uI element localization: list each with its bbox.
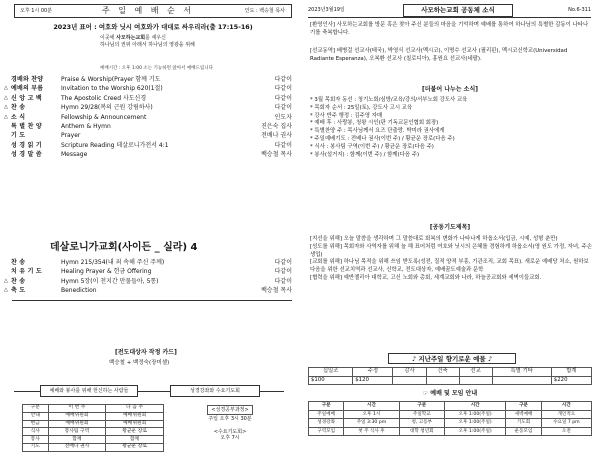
table-cell: 함께 [48, 436, 106, 444]
offering-value: $100 [309, 376, 353, 385]
table-cell: 안내 [23, 412, 49, 420]
meeting-col-header: 시간 [444, 402, 505, 411]
table-row [23, 436, 164, 444]
offering-label: 합계 [551, 368, 591, 377]
table-cell: 개인적으 [541, 410, 591, 419]
order-item-leader: 다같이 [274, 94, 292, 102]
divider [12, 300, 292, 301]
standing-mark: △ [4, 94, 8, 101]
table-cell: 예배위원회 [48, 420, 106, 428]
mission-text: [선교동역] 배병걸 선교사(태국), 박영식 선교사(멕시코), 이명수 선교사 (필리핀), 멕시코신학교(Universidad Radiante Esperanza), 오복환 선교사 (칠로디아), 홍원요 선교사(네팔). [310, 48, 568, 62]
bulletin-number: No.6-311 [568, 7, 591, 14]
table-row [309, 427, 592, 436]
order-row [4, 151, 294, 160]
order-item-name: 기 도 [11, 132, 26, 140]
table-cell: 헌금 [23, 420, 49, 428]
order-item-content: Anthem & Hymn [61, 122, 111, 130]
news-item: * 특별찬양 주 : 목사님께서 요즈 단출랑. 박미라 권사에게 [310, 128, 445, 135]
order-item-content: Scripture Reading 데살로니가전서 4:1 [61, 141, 169, 149]
staff-table [22, 404, 164, 452]
worship-order-list-2 [4, 259, 294, 297]
table-cell: 식사 [23, 428, 49, 436]
table-cell: 청, 고등부 [399, 419, 444, 428]
table-row [23, 428, 164, 436]
offering-value: $220 [551, 376, 591, 385]
order-row [4, 278, 294, 287]
prayer-list [310, 236, 592, 283]
table-cell: 예배위원회 [106, 420, 164, 428]
table-cell: 첫 주 식사 후 [344, 427, 399, 436]
offering-value [459, 376, 492, 385]
order-item-content: The Apostolic Creed 사도신경 [61, 94, 147, 102]
order-item-name: 예배의 부름 [11, 85, 44, 93]
right-page [300, 0, 600, 464]
year-theme: 2023년 표어 : 여호와 닛시 여호와가 대대로 싸우리라(출 17:15-16) [53, 23, 253, 31]
intro-line-2: 하나님의 권위 아래서 하나님의 영광을 위해 [100, 41, 195, 48]
study-info [180, 405, 280, 441]
study-group-box: 성경강좌와 수요기도회 [170, 385, 260, 397]
meeting-col-header: 구분 [399, 402, 444, 411]
worship-notice: 예배시간 : 오후 1:00 소는 기능하면 앉아서 예배드립니다 [100, 66, 213, 71]
offering-label: 특별 기타 [492, 368, 551, 377]
order-row [4, 85, 294, 94]
standing-mark: △ [4, 113, 8, 120]
order-item-content: Message [61, 151, 88, 159]
offering-title: ♪ 지난주일 향기로운 예물 ♪ [388, 353, 516, 364]
table-cell: 기도회 [506, 419, 541, 428]
worship-order-list [4, 76, 294, 161]
table-row [309, 410, 592, 419]
order-row [4, 95, 294, 104]
table-cell: 주일 3:30 pm [344, 419, 399, 428]
order-item-name: 찬 송 [11, 259, 26, 266]
order-item-leader: 진은숙 집사 [261, 122, 292, 130]
sermon-title: 데살로니가교회(사이든 _ 실라) 4 [50, 242, 198, 253]
table-cell: 오후 1:00(주일) [444, 419, 505, 428]
table-cell: 기도 [23, 443, 49, 451]
table-cell: 주일학교 [399, 410, 444, 419]
order-item-content: Hymn 5장(이 천지간 만물들아, 5통) [61, 277, 159, 285]
welcome-section [310, 22, 590, 37]
order-item-name: 성 경 읽 기 [11, 141, 42, 149]
wednesday-prayer-label: <수요기도회> [213, 428, 247, 435]
table-row [23, 443, 164, 451]
order-item-leader: 다같이 [274, 104, 292, 112]
service-time: 오후 1시 00분 [20, 7, 53, 14]
order-item-name: 경배와 찬양 [11, 76, 44, 83]
table-row [309, 419, 592, 428]
order-row [4, 268, 294, 277]
table-cell: 수요일 7 pm [541, 419, 591, 428]
news-item: * 3월 목회자 동선 : 청기노회/심방/교육/강의/서부노회 강도사 교육 [310, 97, 468, 103]
wednesday-prayer-time: 오후 7시 [220, 434, 240, 441]
news-header [308, 4, 591, 18]
bible-study-time: 주일 오후 3시 30분 [208, 416, 252, 423]
table-row [23, 420, 164, 428]
table-cell: 함께 [106, 436, 164, 444]
prayer-item: [교회를 위해] 하나님 목적을 위해 쓰임 받도록(성전, 질적 양적 부흥, 기관조직, 교회 목표). 새로운 예배당 처소, 원하보 다음을 위한 선교치역과 선교사, 신학교, 전도대상자, 예배꿈도예술과 문학 [310, 259, 589, 274]
order-item-content: Praise & Worship(Prayer 함께 기도 [61, 76, 161, 83]
welcome-text: [환영인사] 사모하는교회를 방문 혹은 찾아 주신 분들의 마음을 기억하며 예배를 통하여 하나님의 특별한 감동이 나타나기를 축복합니다. [310, 22, 589, 36]
news-list [310, 97, 592, 160]
order-item-leader: 다같이 [274, 268, 292, 276]
standing-mark: △ [4, 85, 8, 92]
news-item: * 주일예배기도 : 전배나 권사(이번 주) / 황균운 장로(다음 주) [310, 136, 455, 143]
order-item-content: Prayer [61, 132, 81, 140]
order-item-leader: 백승철 목사 [261, 151, 292, 159]
table-cell: 전배나 권사 [48, 443, 106, 451]
bible-study-label: <성경공부과정> [207, 405, 252, 415]
offering-label: 선교 [459, 368, 492, 377]
order-item-leader: 다같이 [274, 259, 292, 266]
table-cell: 황균운 장로 [106, 428, 164, 436]
preacher: 인도 : 백승철 목사 [244, 7, 285, 14]
offering-label: 건축 [426, 368, 459, 377]
staff-col-header: 이 번 주 [48, 405, 106, 413]
table-cell: 봉사 [23, 436, 49, 444]
order-row [4, 287, 294, 296]
offering-value [492, 376, 551, 385]
table-cell: 오후 1:00(주일) [444, 410, 505, 419]
prayer-item: [성도를 위해] 목회자와 사역자를 위해 늘 해 표어처럼 여호와 닛시의 은혜를 경험하게 하옵소서(영 원도 가정, 자녀, 주손 생업) [310, 243, 592, 258]
meeting-title: ☞ 예배 및 모임 안내 [422, 390, 478, 397]
order-item-name: 축 도 [11, 287, 26, 295]
order-item-leader: 다같이 [274, 277, 292, 285]
order-item-content: Benediction [61, 287, 97, 295]
news-item: * 예배 후 : 사랑봉, 청왕 시인(판 기독교문인협회 회장) [310, 120, 439, 127]
meeting-col-header: 구분 [309, 402, 344, 411]
table-cell: 새벽예배 [506, 410, 541, 419]
order-item-leader: 전배나 권사 [261, 132, 292, 140]
table-cell: 운동모임 [506, 427, 541, 436]
table-cell: 황균운 장로 [106, 443, 164, 451]
table-cell: 예배위원회 [106, 412, 164, 420]
meeting-table [308, 401, 592, 436]
order-item-leader: 다같이 [274, 76, 292, 83]
order-item-content: Healing Prayer & 헌금 Offering [61, 268, 152, 276]
prayer-item: [지선을 위해] 오늘 말씀을 생각하며 그 말씀대로 회복의 변화가 나타나게 하옵소서(입금, 시예, 성형 춘만) [310, 236, 558, 242]
order-item-name: 찬 송 [11, 277, 26, 285]
table-cell: 구역모임 [309, 427, 344, 436]
order-item-leader: 다같이 [274, 85, 292, 93]
worship-order-title: 주 일 예 배 순 서 [101, 6, 195, 15]
order-item-name: 치 유 기 도 [11, 268, 42, 276]
order-row [4, 76, 294, 85]
table-cell: 대학 청년회 [399, 427, 444, 436]
order-item-content: Hymn 29/28(복의 근원 강림하사) [61, 104, 153, 112]
table-cell: 예배위원회 [48, 412, 106, 420]
order-item-content: Invitation to the Worship 620(1절) [61, 85, 163, 93]
standing-mark: △ [4, 287, 8, 294]
offering-label: 주정 [353, 368, 393, 377]
offering-value [393, 376, 426, 385]
offering-value: $120 [353, 376, 393, 385]
order-row [4, 104, 294, 113]
offering-table [308, 367, 592, 385]
order-row [4, 132, 294, 141]
bulletin-date: 2023년3월19일 [308, 7, 345, 14]
order-row [4, 123, 294, 132]
table-cell: 오후 1시 [344, 410, 399, 419]
intro-text [100, 35, 260, 49]
news-item: * 목회자 순서 : 25일(토), 강도사 고시 교육 [310, 104, 413, 111]
table-cell: 성경강좌 [309, 419, 344, 428]
table-cell: 봉사팀 구역 [48, 428, 106, 436]
order-row [4, 142, 294, 151]
order-item-leader: 백승철 목사 [261, 287, 292, 295]
order-item-leader: 인도자 [274, 113, 292, 121]
table-cell: 주일예배 [309, 410, 344, 419]
order-row [4, 259, 294, 268]
table-cell: 오전 [541, 427, 591, 436]
offering-value [426, 376, 459, 385]
order-item-content: Fellowship & Announcement [61, 113, 147, 121]
standing-mark: △ [4, 277, 8, 284]
evangelism-card-title: [전도대상자 작정 카드] [115, 349, 177, 356]
news-item: * 식사 : 봉사팀 구역(이번 주) / 황균운 장로(다음 주) [310, 143, 434, 150]
order-item-name: 성 경 말 씀 [11, 151, 42, 159]
order-row [4, 114, 294, 123]
offering-label: 감사 [393, 368, 426, 377]
intro-line-1: 이곳에 사모하는교회를 세우신 [100, 35, 166, 41]
order-item-content: Hymn 215/354(내 죄 속해 주신 주께) [61, 259, 165, 266]
meeting-col-header: 시간 [344, 402, 399, 411]
prayer-item: [협력을 위해] 예반젤리아 대학교, 고신 노회와 총회, 세계교회와 나라, 하늘공교회와 세벽이들교회. [310, 275, 542, 282]
table-row [23, 412, 164, 420]
worship-order-header [14, 4, 292, 18]
news-item: * 강사 반주 행정 : 김주영 자매 [310, 112, 383, 119]
evangelism-card-names: 백승철 + 백정숙(장미셸) [109, 360, 170, 366]
order-item-name: 특 별 찬 양 [11, 122, 42, 130]
news-title: 사모하는교회 공동체 소식 [403, 4, 513, 16]
staff-col-header: 구분 [23, 405, 49, 413]
staff-box: 예배와 봉사를 위해 헌신하는 사람들 [40, 385, 138, 397]
staff-col-header: 다 음 주 [106, 405, 164, 413]
meeting-col-header: 구분 [506, 402, 541, 411]
meeting-col-header: 시간 [541, 402, 591, 411]
table-cell: 오후 1:00(주일) [444, 427, 505, 436]
news-section-title: [더불어 나누는 소식] [421, 86, 479, 93]
order-item-name: 소 식 [11, 113, 26, 121]
news-item: * 봉사(설거지) : 함께(이번 주) / 함께(다음 주) [310, 151, 420, 158]
order-item-name: 신 앙 고 백 [11, 94, 42, 102]
order-item-leader: 다같이 [274, 141, 292, 149]
mission-section [310, 48, 590, 63]
prayer-section-title: [공동기도제목] [429, 224, 471, 231]
standing-mark: △ [4, 104, 8, 111]
offering-label: 십일조 [309, 368, 353, 377]
order-item-name: 찬 송 [11, 104, 26, 112]
